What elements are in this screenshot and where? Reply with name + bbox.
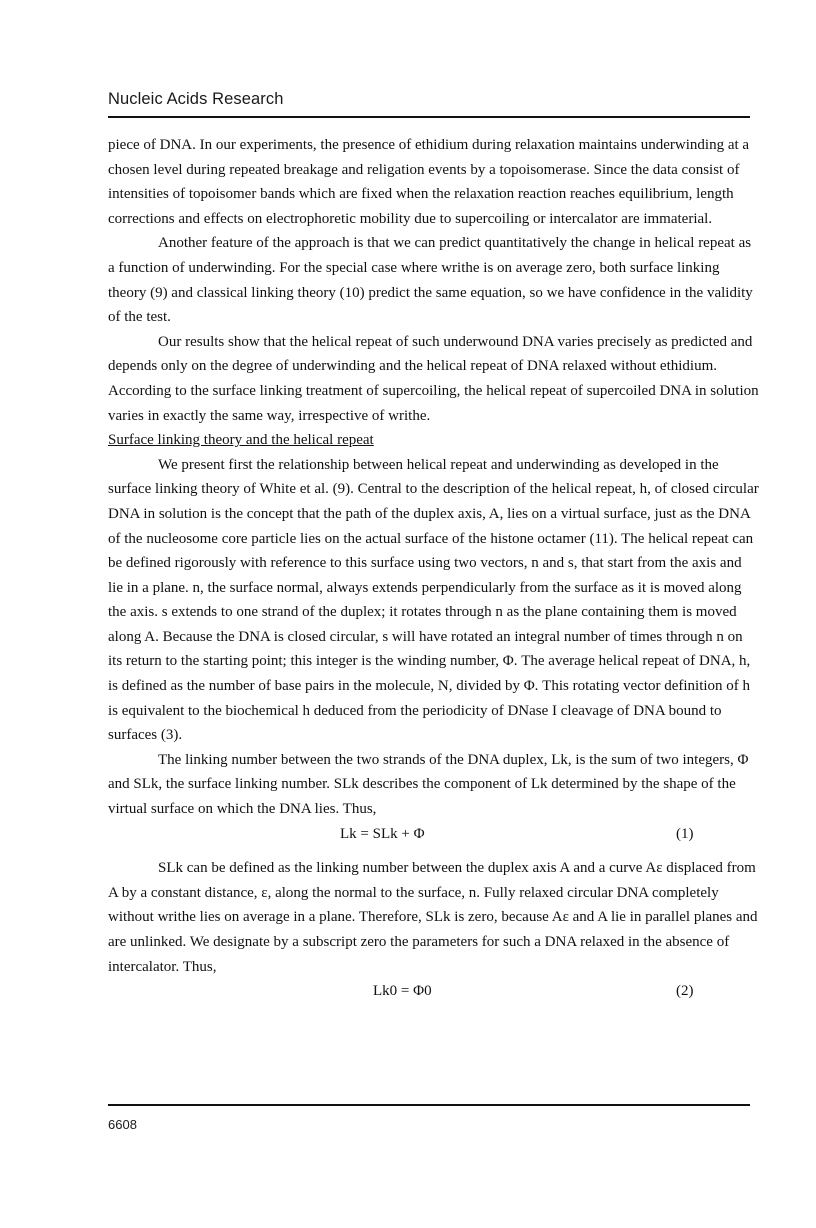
footer-rule (108, 1104, 750, 1106)
page-number: 6608 (108, 1117, 137, 1132)
equation-2 (108, 979, 760, 1004)
equation-1 (108, 822, 760, 847)
paragraph-6: SLk can be defined as the linking number between the duplex axis A and a curve Aε displaced from A by a constant distance, ε, along the normal to the surface, n. Fully relaxed circular DNA completely without writhe lies on average in a plane. Therefore, SLk is zero, because Aε and A lie in parallel planes and are unlinked. We designate by a subscript zero the parameters for such a DNA relaxed in the absence of intercalator. Thus, (108, 860, 758, 975)
equation-1-number: (1) (676, 825, 694, 842)
article-body (108, 133, 760, 1004)
section-heading: Surface linking theory and the helical repeat (108, 432, 374, 449)
paragraph-3: Our results show that the helical repeat of such underwound DNA varies precisely as predicted and depends only on the degree of underwinding and the helical repeat of DNA relaxed without ethidium. According to the surface linking treatment of supercoiling, the helical repeat of supercoiled DNA in solution varies in exactly the same way, irrespective of writhe. (108, 333, 759, 424)
equation-2-number: (2) (676, 983, 694, 1000)
equation-1-formula: Lk = SLk + Φ (340, 825, 425, 842)
header-rule (108, 116, 750, 118)
paragraph-5: The linking number between the two strands of the DNA duplex, Lk, is the sum of two integers, Φ and SLk, the surface linking number. SLk describes the component of Lk determined by the shape of the virtual surface on which the DNA lies. Thus, (108, 751, 749, 818)
paragraph-1: piece of DNA. In our experiments, the presence of ethidium during relaxation maintains underwinding at a chosen level during repeated breakage and religation events by a topoisomerase. Since the data consist of intensities of topoisomer bands which are fixed when the relaxation reaction reaches equilibrium, length corrections and effects on electrophoretic mobility due to supercoiling or intercalator are immaterial. (108, 137, 750, 227)
equation-2-formula: Lk0 = Φ0 (373, 983, 432, 1000)
paragraph-4: We present first the relationship between helical repeat and underwinding as developed in the surface linking theory of White et al. (9). Central to the description of the helical repeat, h, of closed circular DNA in solution is the concept that the path of the duplex axis, A, lies on a virtual surface, just as the DNA of the nucleosome core particle lies on the actual surface of the histone octamer (11). The helical repeat can be defined rigorously with reference to this surface using two vectors, n and s, that start from the axis and lie in a plane. n, the surface normal, always extends perpendicularly from the surface as it is moved along the axis. s extends to one strand of the duplex; it rotates through n as the plane containing them is moved along A. Because the DNA is closed circular, s will have rotated an integral number of times through n on its return to the starting point; this integer is the winding number, Φ. The average helical repeat of DNA, h, is defined as the number of base pairs in the molecule, N, divided by Φ. This rotating vector definition of h is equivalent to the biochemical h deduced from the periodicity of DNase I cleavage of DNA bound to surfaces (3). (108, 456, 759, 744)
journal-title: Nucleic Acids Research (108, 90, 284, 108)
paragraph-2: Another feature of the approach is that we can predict quantitatively the change in helical repeat as a function of underwinding. For the special case where writhe is on average zero, both surface linking theory (9) and classical linking theory (10) predict the same equation, so we have confidence in the validity of the test. (108, 235, 753, 326)
